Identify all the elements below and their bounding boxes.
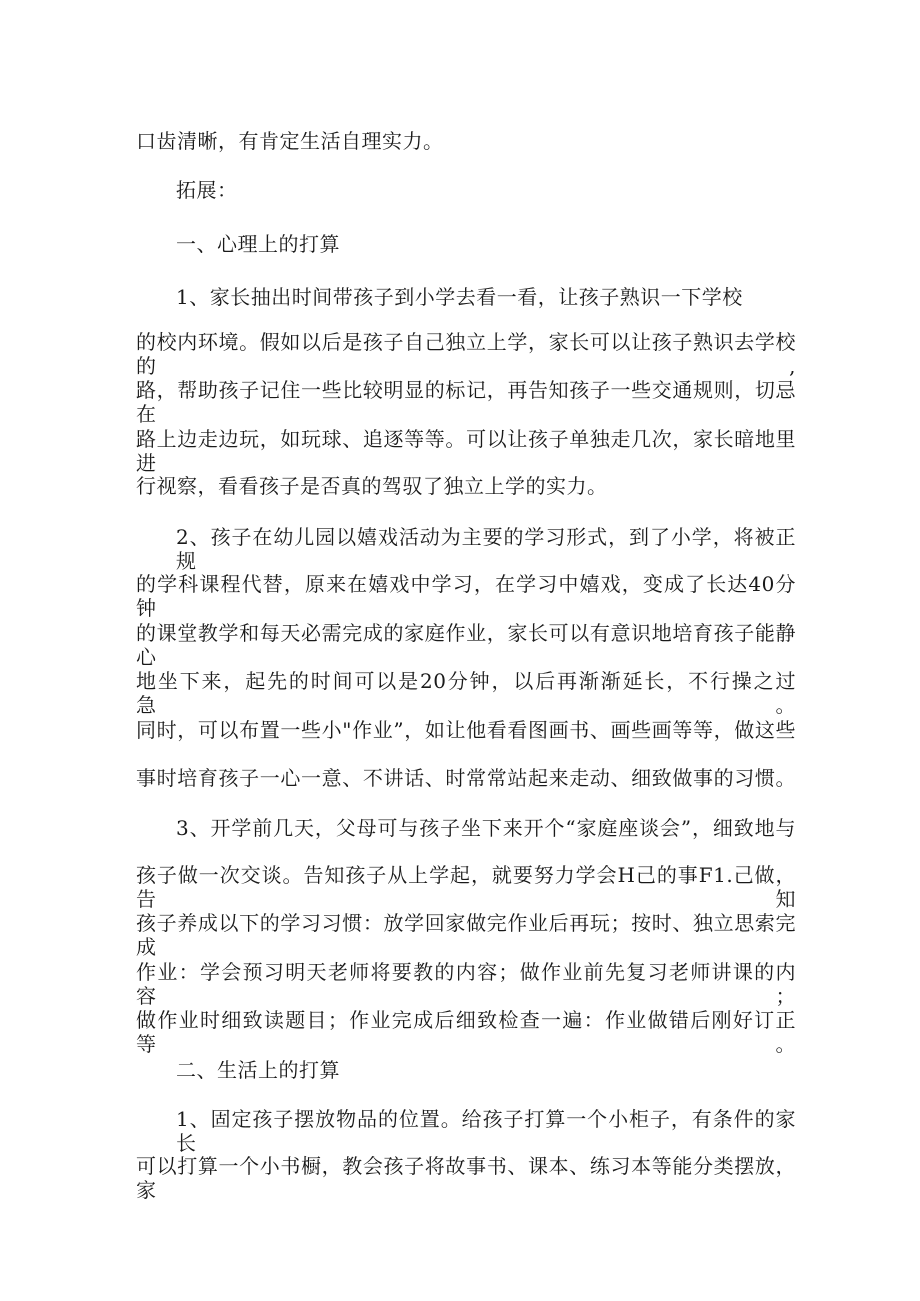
text-line: 地坐下来，起先的时间可以是20分钟，以后再渐渐延长，不行操之过急。 <box>136 669 796 717</box>
text-line: 事时培育孩子一心一意、不讲话、时常常站起来走动、细致做事的习惯。 <box>136 766 796 790</box>
text-line: 3、开学前几天，父母可与孩子坐下来开个“家庭座谈会”，细致地与 <box>176 816 796 840</box>
text-line: 路，帮助孩子记住一些比较明显的标记，再告知孩子一些交通规则，切忌在 <box>136 378 796 426</box>
text-line: 路上边走边玩，如玩球、追逐等等。可以让孩子单独走几次，家长暗地里进 <box>136 427 796 475</box>
text-line: 拓展： <box>176 178 238 202</box>
section-heading: 二、生活上的打算 <box>176 1058 340 1082</box>
text-line: 的课堂教学和每天必需完成的家庭作业，家长可以有意识地培育孩子能静心 <box>136 621 796 669</box>
text-line: 行视察，看看孩子是否真的驾驭了独立上学的实力。 <box>136 474 608 498</box>
text-line: 1、固定孩子摆放物品的位置。给孩子打算一个小柜子，有条件的家长 <box>176 1107 796 1155</box>
text-line: 1、家长抽出时间带孩子到小学去看一看，让孩子熟识一下学校 <box>176 285 743 309</box>
text-line: 作业：学会预习明天老师将要教的内容；做作业前先复习老师讲课的内容； <box>136 960 796 1008</box>
text-line: 同时，可以布置一些小"作业”，如让他看看图画书、画些画等等，做这些 <box>136 718 796 742</box>
text-line: 可以打算一个小书橱，教会孩子将故事书、课本、练习本等能分类摆放，家 <box>136 1154 796 1202</box>
text-line: 的学科课程代替，原来在嬉戏中学习，在学习中嬉戏，变成了长达40分钟 <box>136 572 796 620</box>
section-heading: 一、心理上的打算 <box>176 232 340 256</box>
text-line: 的校内环境。假如以后是孩子自己独立上学，家长可以让孩子熟识去学校的, <box>136 330 796 378</box>
text-line: 口齿清晰，有肯定生活自理实力。 <box>136 129 444 153</box>
text-line: 孩子做一次交谈。告知孩子从上学起，就要努力学会H己的事F1.己做，告知 <box>136 863 796 911</box>
text-line: 做作业时细致读题目；作业完成后细致检查一遍：作业做错后刚好订正等。 <box>136 1008 796 1056</box>
text-line: 2、孩子在幼儿园以嬉戏活动为主要的学习形式，到了小学，将被正规 <box>176 525 796 573</box>
text-line: 孩子养成以下的学习习惯：放学回家做完作业后再玩；按时、独立思索完成 <box>136 911 796 959</box>
